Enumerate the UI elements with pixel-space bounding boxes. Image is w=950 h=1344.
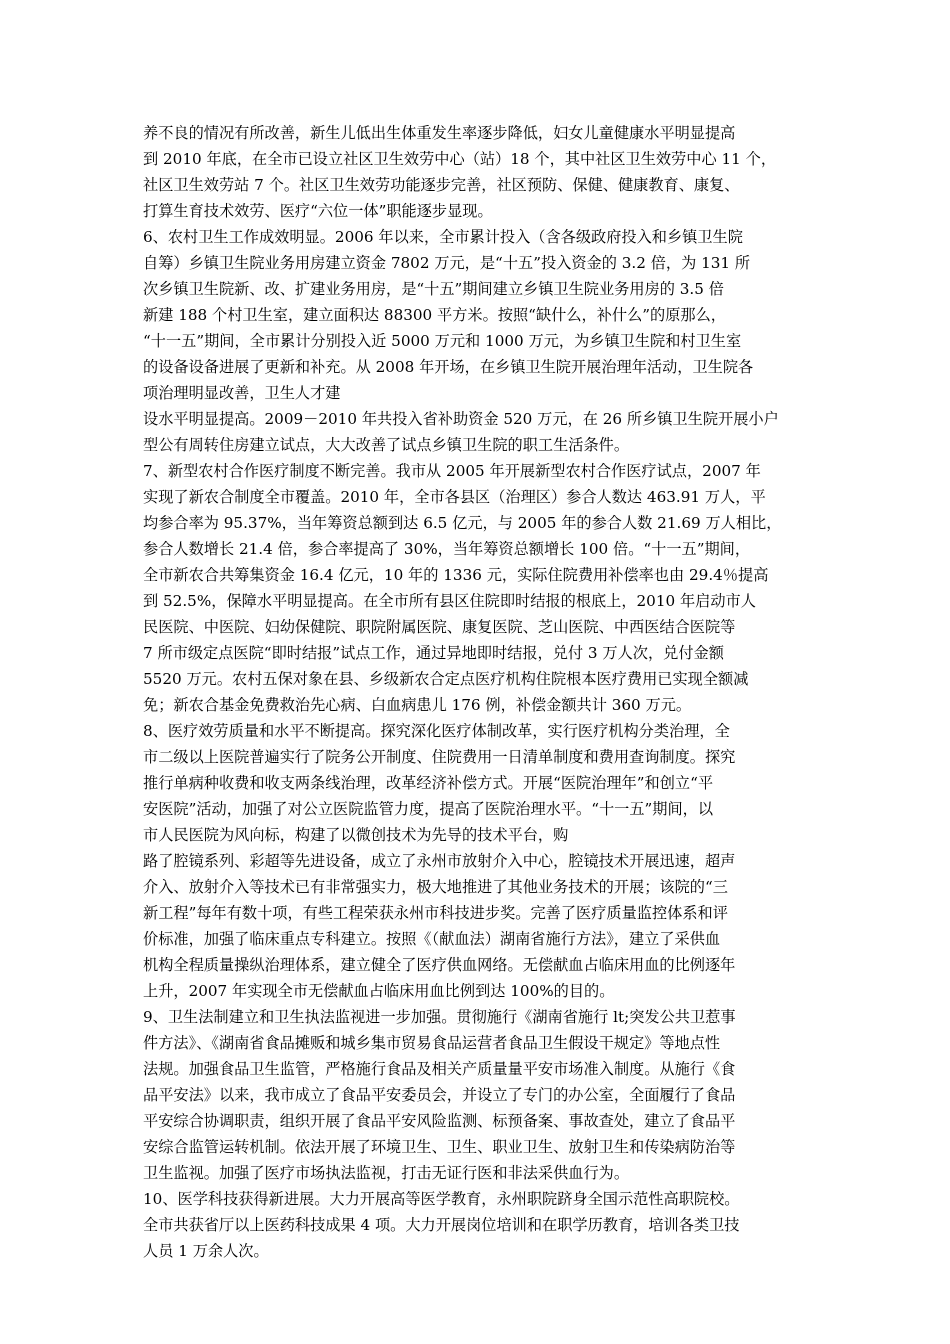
text-line: 设水平明显提高。2009－2010 年共投入省补助资金 520 万元，在 26 所乡镇卫生院开展小户 bbox=[143, 410, 779, 428]
text-line: 型公有周转住房建立试点，大大改善了试点乡镇卫生院的职工生活条件。 bbox=[143, 436, 629, 454]
text-line: 参合人数增长 21.4 倍，参合率提高了 30%，当年筹资总额增长 100 倍。“十一五”期间， bbox=[143, 540, 751, 558]
text-line: 安医院”活动，加强了对公立医院监管力度，提高了医院治理水平。“十一五”期间，以 bbox=[143, 800, 714, 818]
text-line: 品平安法》以来，我市成立了食品平安委员会，并设立了专门的办公室，全面履行了食品 bbox=[143, 1086, 736, 1104]
text-line: 市人民医院为风向标，构建了以微创技术为先导的技术平台，购 bbox=[143, 826, 569, 844]
text-line: 养不良的情况有所改善，新生儿低出生体重发生率逐步降低，妇女儿童健康水平明显提高 bbox=[143, 124, 736, 142]
document-body bbox=[143, 120, 815, 1264]
text-line: 次乡镇卫生院新、改、扩建业务用房，是“十五”期间建立乡镇卫生院业务用房的 3.5 倍 bbox=[143, 280, 724, 298]
text-line: 9、卫生法制建立和卫生执法监视进一步加强。贯彻施行《湖南省施行 lt;突发公共卫惹事 bbox=[143, 1008, 736, 1026]
text-line: “十一五”期间，全市累计分别投入近 5000 万元和 1000 万元，为乡镇卫生院和村卫生室 bbox=[143, 332, 742, 350]
text-line: 法规。加强食品卫生监管，严格施行食品及相关产质量量平安市场准入制度。从施行《食 bbox=[143, 1060, 736, 1078]
text-line: 项治理明显改善，卫生人才建 bbox=[143, 384, 341, 402]
text-line: 介入、放射介入等技术已有非常强实力，极大地推进了其他业务技术的开展；该院的“三 bbox=[143, 878, 728, 896]
text-line: 实现了新农合制度全市覆盖。2010 年，全市各县区（治理区）参合人数达 463.91 万人，平 bbox=[143, 488, 766, 506]
text-line: 全市新农合共筹集资金 16.4 亿元，10 年的 1336 元，实际住院费用补偿率也由 29.4％提高 bbox=[143, 566, 769, 584]
text-line: 新工程”每年有数十项，有些工程荣获永州市科技进步奖。完善了医疗质量监控体系和评 bbox=[143, 904, 728, 922]
text-line: 安综合监管运转机制。依法开展了环境卫生、卫生、职业卫生、放射卫生和传染病防治等 bbox=[143, 1138, 736, 1156]
text-line: 平安综合协调职责，组织开展了食品平安风险监测、标预备案、事故查处，建立了食品平 bbox=[143, 1112, 736, 1130]
text-line: 8、医疗效劳质量和水平不断提高。探究深化医疗体制改革，实行医疗机构分类治理，全 bbox=[143, 722, 730, 740]
text-line: 均参合率为 95.37%，当年筹资总额到达 6.5 亿元，与 2005 年的参合人数 21.69 万人相比， bbox=[143, 514, 782, 532]
text-line: 路了腔镜系列、彩超等先进设备，成立了永州市放射介入中心，腔镜技术开展迅速，超声 bbox=[143, 852, 736, 870]
text-line: 7、新型农村合作医疗制度不断完善。我市从 2005 年开展新型农村合作医疗试点，2007 年 bbox=[143, 462, 761, 480]
text-line: 7 所市级定点医院“即时结报”试点工作，通过异地即时结报，兑付 3 万人次，兑付金额 bbox=[143, 644, 724, 662]
text-line: 件方法》、《湖南省食品摊贩和城乡集市贸易食品运营者食品卫生假设干规定》等地点性 bbox=[143, 1034, 721, 1052]
text-line: 的设备设备进展了更新和补充。从 2008 年开场，在乡镇卫生院开展治理年活动，卫生院各 bbox=[143, 358, 754, 376]
text-line: 卫生监视。加强了医疗市场执法监视，打击无证行医和非法采供血行为。 bbox=[143, 1164, 629, 1182]
text-line: 免；新农合基金免费救治先心病、白血病患儿 176 例，补偿金额共计 360 万元。 bbox=[143, 696, 692, 714]
text-line: 到 2010 年底，在全市已设立社区卫生效劳中心（站）18 个，其中社区卫生效劳中心 11 个， bbox=[143, 150, 777, 168]
text-line: 到 52.5%，保障水平明显提高。在全市所有县区住院即时结报的根底上，2010 年启动市人 bbox=[143, 592, 756, 610]
text-line: 推行单病种收费和收支两条线治理，改革经济补偿方式。开展“医院治理年”和创立“平 bbox=[143, 774, 714, 792]
text-line: 5520 万元。农村五保对象在县、乡级新农合定点医疗机构住院根本医疗费用已实现全额减 bbox=[143, 670, 749, 688]
text-line: 上升，2007 年实现全市无偿献血占临床用血比例到达 100%的目的。 bbox=[143, 982, 615, 1000]
text-line: 打算生育技术效劳、医疗“六位一体”职能逐步显现。 bbox=[143, 202, 493, 220]
text-line: 自筹）乡镇卫生院业务用房建立资金 7802 万元，是“十五”投入资金的 3.2 倍，为 131 所 bbox=[143, 254, 751, 272]
text-line: 社区卫生效劳站 7 个。社区卫生效劳功能逐步完善，社区预防、保健、健康教育、康复、 bbox=[143, 176, 740, 194]
text-line: 民医院、中医院、妇幼保健院、职院附属医院、康复医院、芝山医院、中西医结合医院等 bbox=[143, 618, 736, 636]
text-line: 机构全程质量操纵治理体系，建立健全了医疗供血网络。无偿献血占临床用血的比例逐年 bbox=[143, 956, 736, 974]
text-line: 6、农村卫生工作成效明显。2006 年以来，全市累计投入（含各级政府投入和乡镇卫生院 bbox=[143, 228, 743, 246]
text-line: 人员 1 万余人次。 bbox=[143, 1242, 269, 1260]
text-line: 新建 188 个村卫生室，建立面积达 88300 平方米。按照“缺什么，补什么”的原那么， bbox=[143, 306, 726, 324]
text-line: 市二级以上医院普遍实行了院务公开制度、住院费用一日清单制度和费用查询制度。探究 bbox=[143, 748, 736, 766]
text-line: 全市共获省厅以上医药科技成果 4 项。大力开展岗位培训和在职学历教育，培训各类卫技 bbox=[143, 1216, 740, 1234]
text-line: 价标准，加强了临床重点专科建立。按照《（献血法）湖南省施行方法》，建立了采供血 bbox=[143, 930, 721, 948]
text-line: 10、医学科技获得新进展。大力开展高等医学教育，永州职院跻身全国示范性高职院校。 bbox=[143, 1190, 740, 1208]
